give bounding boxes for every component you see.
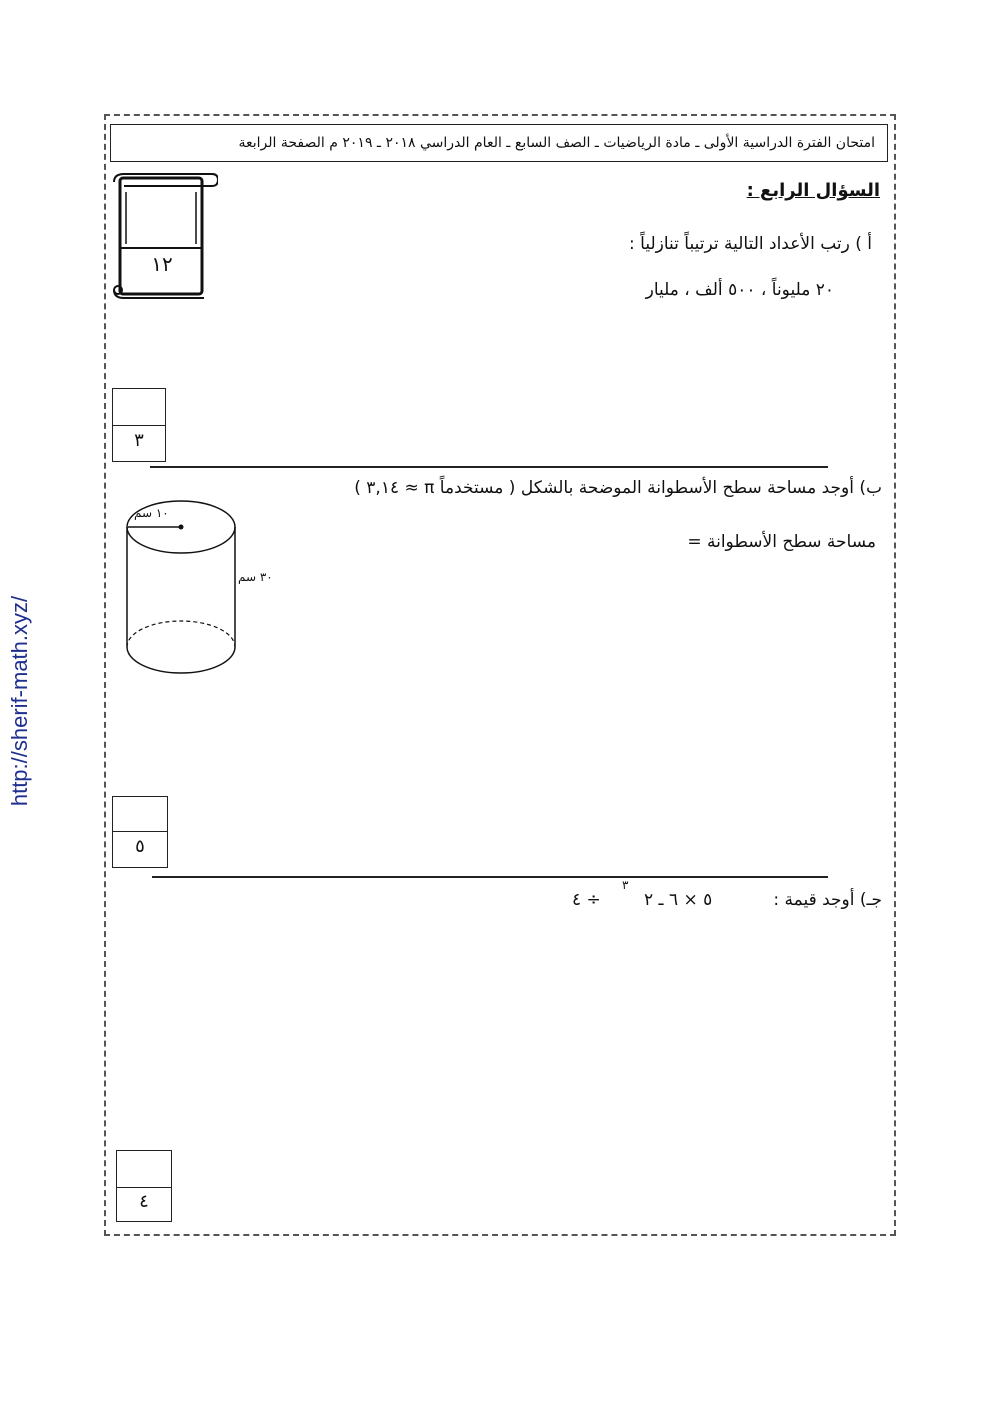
part-b-answer-label: مساحة سطح الأسطوانة = bbox=[687, 532, 876, 552]
scroll-score-icon bbox=[106, 172, 218, 300]
part-c-expression: ٥ × ٦ ـ ٢ bbox=[644, 890, 713, 910]
part-a-score-box bbox=[112, 388, 166, 462]
part-b-prompt: ب) أوجد مساحة سطح الأسطوانة الموضحة بالشكل ( مستخدماً π ≈ ٣,١٤ ) bbox=[354, 478, 882, 498]
radius-label: ١٠ سم bbox=[134, 506, 169, 520]
section-divider-a bbox=[150, 466, 828, 468]
question4-title: السؤال الرابع : bbox=[746, 180, 880, 201]
part-b-score-box bbox=[112, 796, 168, 868]
part-c-prompt: جـ) أوجد قيمة : bbox=[773, 890, 882, 910]
part-c-exponent: ٣ bbox=[622, 878, 629, 892]
part-a-prompt: أ ) رتب الأعداد التالية ترتيباً تنازلياً : bbox=[629, 234, 872, 254]
section-divider-b bbox=[152, 876, 828, 878]
height-label: ٣٠ سم bbox=[238, 570, 273, 584]
watermark-url: http://sherif-math.xyz/ bbox=[7, 595, 32, 807]
exam-header: امتحان الفترة الدراسية الأولى ـ مادة الرياضيات ـ الصف السابع ـ العام الدراسي ٢٠١٨ ـ ٢٠١٩ م الصفحة الرابعة bbox=[110, 124, 888, 162]
part-a-score: ٣ bbox=[134, 430, 144, 451]
part-a-numbers: ٢٠ مليوناً ، ٥٠٠ ألف ، مليار bbox=[645, 280, 834, 300]
part-c-score-box bbox=[116, 1150, 172, 1222]
part-c-score: ٤ bbox=[139, 1191, 149, 1212]
part-c-tail: ÷ ٤ bbox=[572, 890, 601, 910]
part-b-score: ٥ bbox=[135, 836, 145, 857]
cylinder-diagram bbox=[120, 496, 250, 686]
total-score: ١٢ bbox=[151, 252, 173, 276]
